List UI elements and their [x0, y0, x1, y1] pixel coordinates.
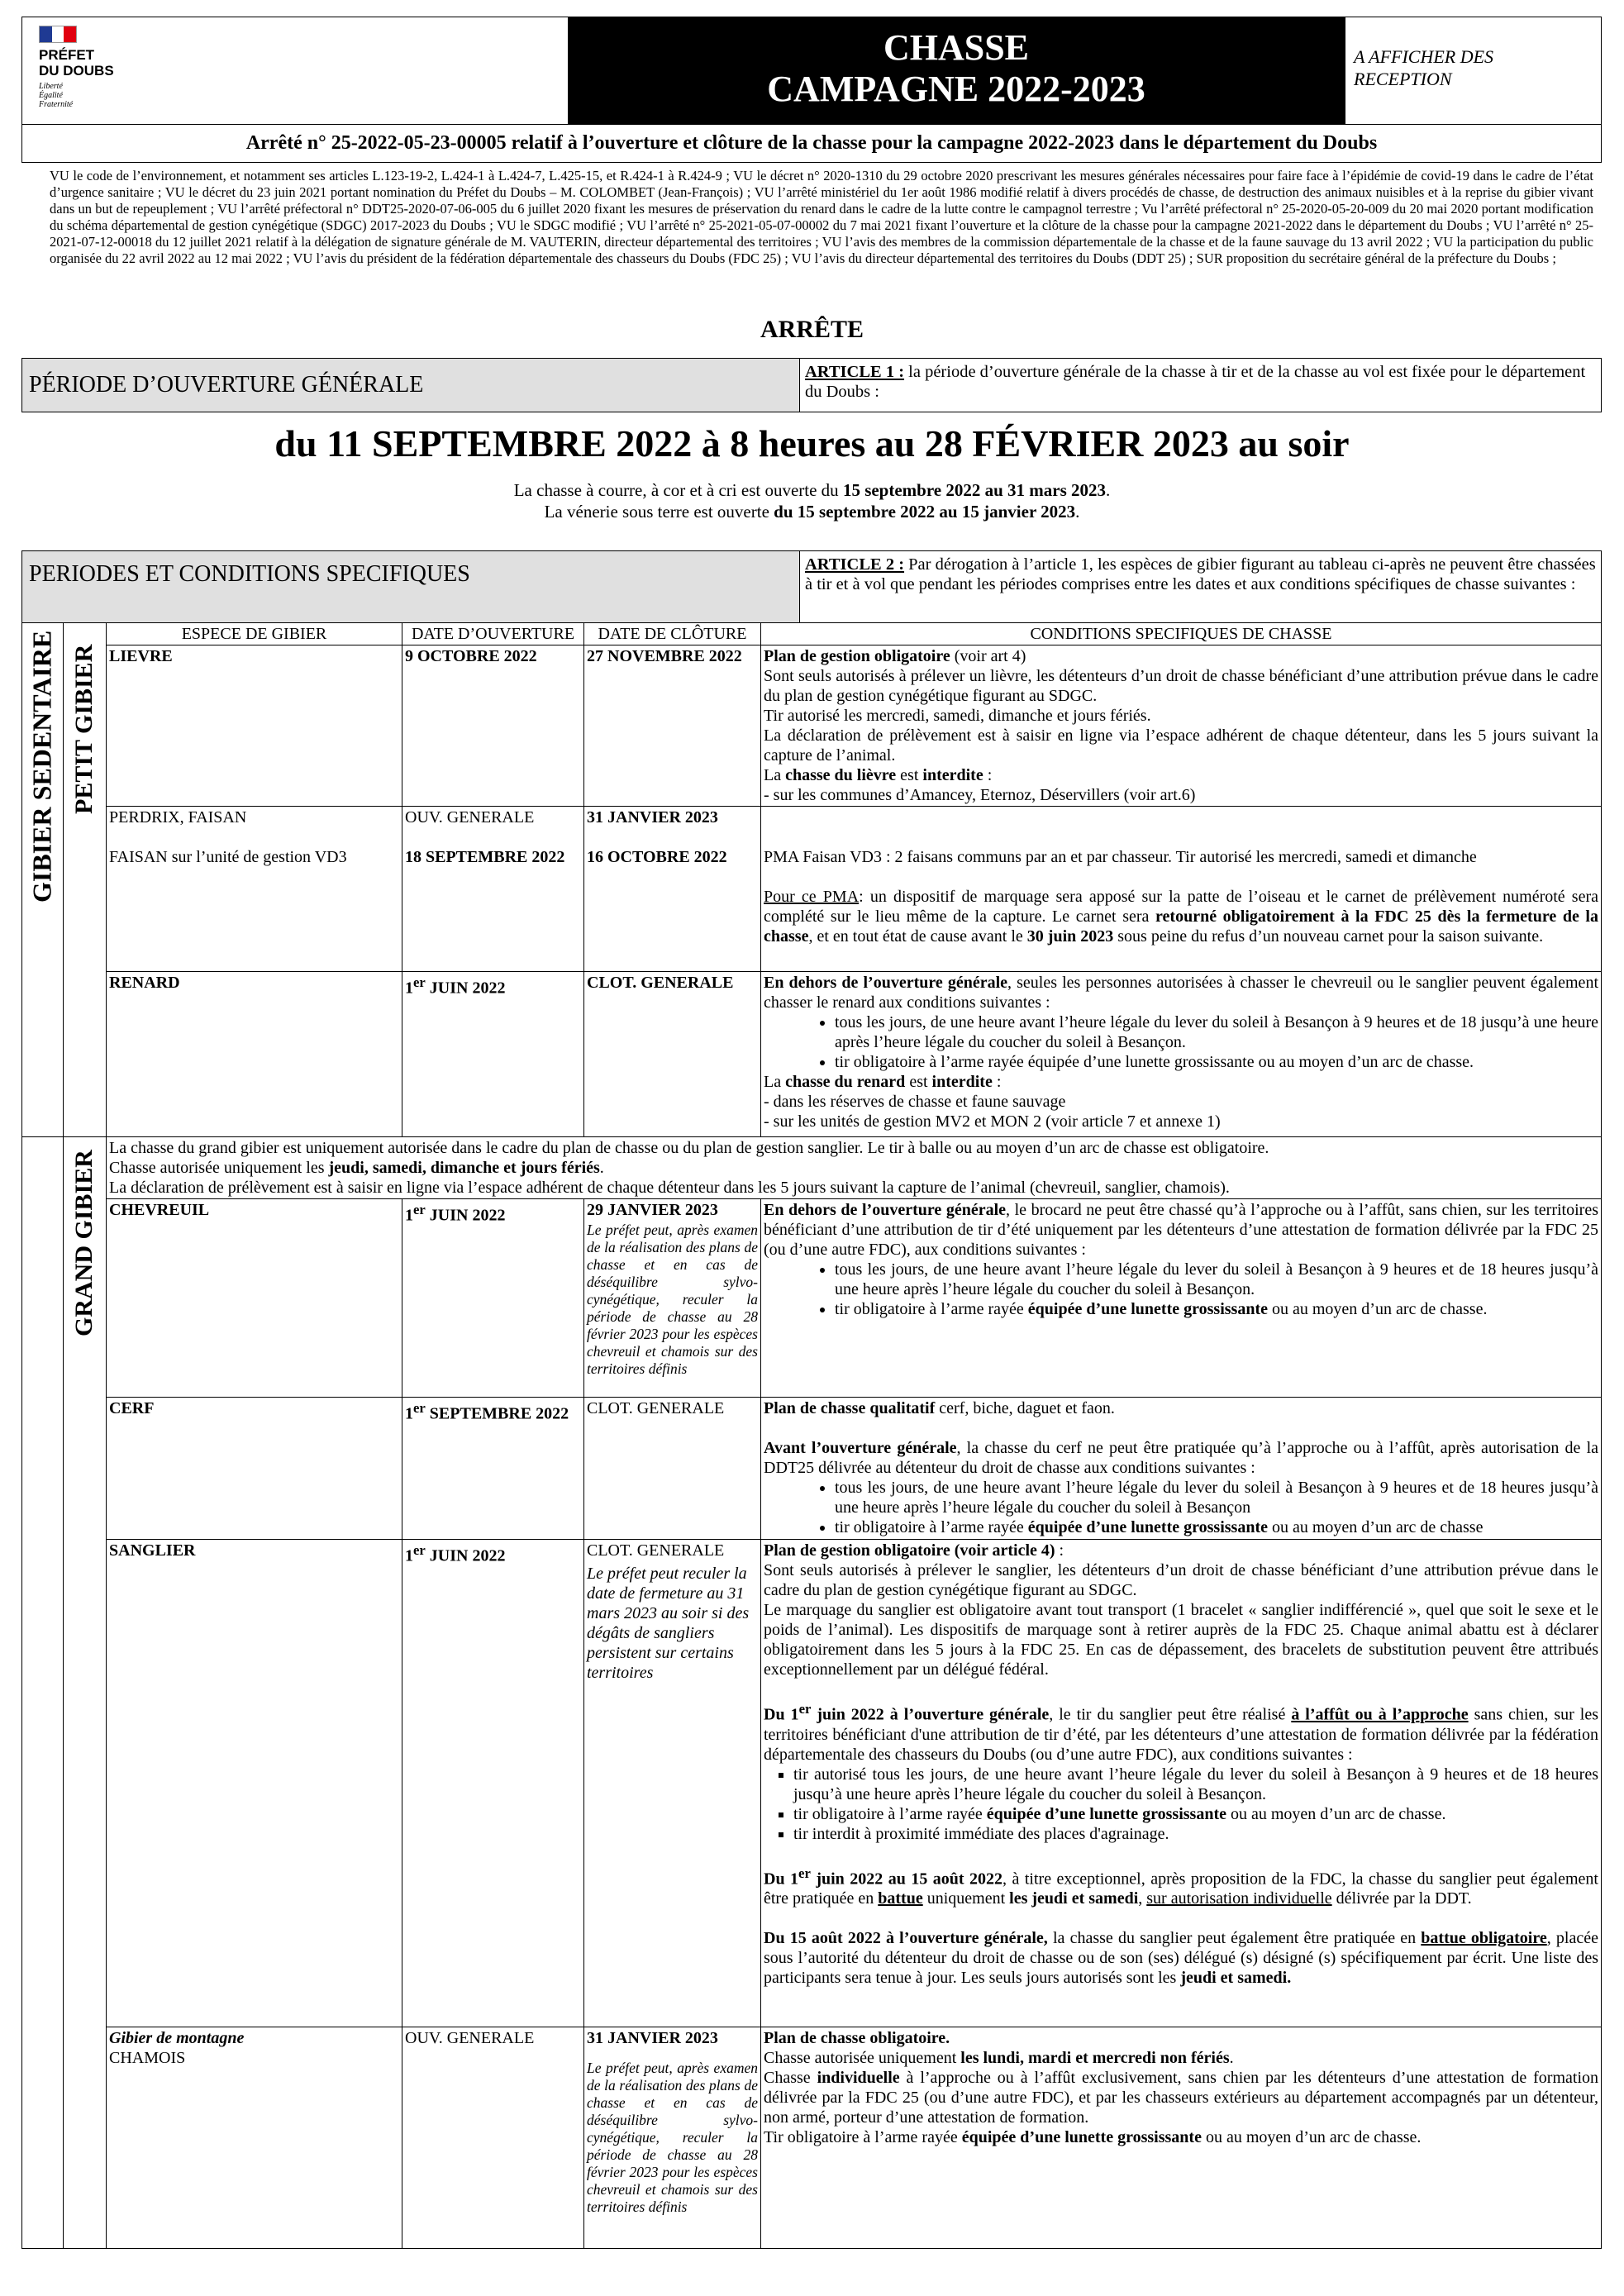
list-item: [835, 1517, 1598, 1537]
other-hunting-dates: [0, 479, 1624, 522]
intro-text: .: [599, 1159, 604, 1177]
cond-text: sans chien, sur les territoires bénéficiant d'une attribution de tir d’été, par les détenteurs d’une attestation de formation délivrée par la fédération départementale des chasseurs du Doubs (ou d’une autre FDC), aux conditions suivantes :: [764, 1705, 1598, 1764]
list-item: ▪ tir autorisé tous les jours, de une heure avant l’heure légale du lever du soleil à Besançon à 9 heures et de 18 heures jusqu’à une heure après l’heure légale du coucher du soleil à Besançon.: [793, 1765, 1598, 1804]
gibier-sedentaire-label: GIBIER SEDENTAIRE: [26, 630, 57, 903]
grand-gibier-label: GRAND GIBIER: [70, 1150, 98, 1336]
open-date: [402, 807, 584, 972]
cond-text: : un dispositif de marquage sera apposé sur la patte de l’oiseau et le carnet de prélèvement numéroté sera complété sur le lieu même de la capture. Le carnet sera: [764, 888, 1599, 926]
cond-text: cerf, biche, daguet et faon.: [935, 1399, 1115, 1417]
section-periode-generale: [21, 358, 1602, 412]
cond-bold: retourné obligatoirement à la FDC 25 dès la fermeture de la chasse: [764, 907, 1598, 946]
afficher-line1: A AFFICHER DES: [1354, 46, 1494, 67]
prefet-note: Le préfet peut reculer la date de fermeture au 31 mars 2023 au soir si des dégâts de sangliers persistent sur certains territoires: [587, 1565, 750, 1682]
cond-bold: interdite: [931, 1073, 993, 1091]
cond-bold: Plan de gestion obligatoire (voir article 4): [764, 1541, 1055, 1560]
conditions-renard: [761, 972, 1602, 1137]
open-date: OUV. GENERALE: [402, 2027, 584, 2249]
motto-fraternite: Fraternité: [39, 100, 74, 109]
open-date: [402, 972, 584, 1137]
close-date-value: CLOT. GENERALE: [587, 1541, 725, 1560]
day-sup: er: [413, 1400, 426, 1416]
day-sup: er: [413, 974, 426, 990]
grand-gibier-intro: [107, 1137, 1602, 1199]
conditions-cerf: [761, 1398, 1602, 1540]
hunting-table: [21, 622, 1602, 2249]
prefet-note: Le préfet peut, après examen de la réalisation des plans de chasse et en cas de déséquilibre sylvo-cynégétique, reculer la période de chasse au 28 février 2023 pour les espèces chevreuil et chamois sur des territoires définis: [587, 1222, 758, 1377]
plan-ref: (voir art 4): [950, 647, 1026, 665]
header-conditions: CONDITIONS SPECIFIQUES DE CHASSE: [761, 623, 1602, 645]
arrete-title: Arrêté n° 25-2022-05-23-00005 relatif à l’ouverture et clôture de la chasse pour la campagne 2022-2023 dans le département du Doubs: [21, 125, 1602, 163]
close-date-2: 16 OCTOBRE 2022: [587, 848, 727, 866]
close-date: [584, 2027, 761, 2249]
cond-text: est: [905, 1073, 932, 1091]
cond-bold: jeudi et samedi.: [1180, 1969, 1292, 1988]
close-date: [584, 1540, 761, 2027]
intro-line: La déclaration de prélèvement est à saisir en ligne via l’espace adhérent de chaque détenteur dans les 5 jours suivant la capture de l’animal (chevreuil, sanglier, chamois).: [109, 1179, 1230, 1197]
cond-line: Sont seuls autorisés à prélever le sanglier, les détenteurs d’un droit de chasse bénéficiant d’une attribution prévue dans le cadre du plan de gestion cynégétique figurant au SDGC.: [764, 1561, 1598, 1599]
cond-text: , placée sous l’autorité du détenteur du droit de chasse ou de son (ses) délégué (s) désigné (s) spécifiquement par écrit. Une liste des participants sera tenue à jour. Les seuls jours autorisés sont les: [764, 1929, 1598, 1988]
list-item: [835, 1299, 1598, 1319]
conditions-chamois: [761, 2027, 1602, 2249]
list-item: • tous les jours, de une heure avant l’heure légale du lever du soleil à Besançon à 9 heures et de 18 jusqu’à une heure après l’heure légale du coucher du soleil à Besançon.: [835, 1012, 1598, 1052]
courre-pre: La chasse à courre, à cor et à cri est ouverte du: [513, 480, 843, 500]
cond-bold: équipée d’une lunette grossissante: [1027, 1518, 1268, 1536]
cond-bold: juin 2022 à l’ouverture générale: [811, 1705, 1050, 1724]
species-chevreuil: CHEVREUIL: [107, 1199, 402, 1398]
cond-bold: Du 1: [764, 1870, 799, 1889]
cond-text: , la chasse du cerf ne peut être pratiquée qu’à l’approche ou à l’affût, après autorisation de la DDT25 délivrée au détenteur du droit de chasse aux conditions suivantes :: [764, 1439, 1598, 1477]
day: 1: [405, 1206, 413, 1225]
section-label: PERIODES ET CONDITIONS SPECIFIQUES: [22, 551, 799, 622]
header: [21, 17, 1602, 125]
cond-text: :: [992, 1073, 1002, 1091]
day-sup: er: [413, 1202, 426, 1217]
month-year: SEPTEMBRE 2022: [425, 1404, 569, 1423]
day: 1: [405, 1546, 413, 1565]
cond-text: ou au moyen d’un arc de chasse: [1268, 1518, 1484, 1536]
table-row-perdrix: [22, 807, 1602, 972]
cond-underline: Pour ce PMA: [764, 888, 860, 906]
cond-bold: Du 1: [764, 1705, 799, 1724]
intro-text: Chasse autorisée uniquement les: [109, 1159, 329, 1177]
arrete-heading: ARRÊTE: [760, 316, 864, 343]
cond-line: Sont seuls autorisés à prélever un lièvre, les détenteurs d’un droit de chasse bénéficiant d’une attribution prévue dans le cadre du plan de gestion cynégétique figurant au SDGC.: [764, 667, 1598, 705]
cond-underline: sur autorisation individuelle: [1146, 1889, 1332, 1908]
cond-text: tir obligatoire à l’arme rayée: [793, 1804, 987, 1823]
venerie-line: [0, 501, 1624, 522]
list-item: ▪ tir interdit à proximité immédiate des places d'agrainage.: [793, 1824, 1598, 1844]
cond-bold: juin 2022 au 15 août 2022: [810, 1870, 1003, 1889]
article-2: [799, 551, 1601, 622]
cond-text: délivrée par la DDT.: [1331, 1889, 1472, 1908]
cond-line: PMA Faisan VD3 : 2 faisans communs par an et par chasseur. Tir autorisé les mercredi, samedi et dimanche: [764, 848, 1477, 866]
close-date-value: 31 JANVIER 2023: [587, 2029, 718, 2047]
cond-text: ou au moyen d’un arc de chasse.: [1201, 2128, 1422, 2146]
species-lievre: LIEVRE: [107, 645, 402, 807]
venerie-pre: La vénerie sous terre est ouverte: [544, 502, 774, 522]
venerie-post: .: [1075, 502, 1080, 522]
cond-text: ou au moyen d’un arc de chasse.: [1226, 1804, 1446, 1823]
french-flag-icon: [39, 26, 77, 43]
day-sup: er: [413, 1542, 426, 1558]
species-chamois: [107, 2027, 402, 2249]
cond-text: ou au moyen d’un arc de chasse.: [1268, 1300, 1488, 1318]
cond-sup: er: [798, 1701, 812, 1717]
month-year: JUIN 2022: [425, 979, 506, 998]
venerie-dates: du 15 septembre 2022 au 15 janvier 2023: [774, 502, 1076, 522]
open-date: [402, 1398, 584, 1540]
open-date-1: OUV. GENERALE: [405, 808, 535, 826]
table-row-chevreuil: [22, 1199, 1602, 1398]
title-line1: CHASSE: [883, 27, 1030, 68]
close-date: [584, 807, 761, 972]
afficher-note: [1345, 17, 1601, 124]
header-ouverture: DATE D’OUVERTURE: [402, 623, 584, 645]
intro-bold: jeudi, samedi, dimanche et jours fériés: [328, 1159, 600, 1177]
motto-liberte: Liberté: [39, 82, 63, 91]
general-opening-dates: du 11 SEPTEMBRE 2022 à 8 heures au 28 FÉVRIER 2023 au soir: [274, 422, 1350, 464]
cond-bold-underline: battue obligatoire: [1421, 1929, 1547, 1948]
cond-line: La déclaration de prélèvement est à saisir en ligne via l’espace adhérent de chaque détenteur, dans les 5 jours suivant la capture de l’animal.: [764, 726, 1598, 765]
article-text: la période d’ouverture générale de la chasse à tir et de la chasse au vol est fixée pour le département du Doubs :: [805, 363, 1586, 401]
open-date: 9 OCTOBRE 2022: [402, 645, 584, 807]
cond-text: La: [764, 1073, 786, 1091]
courre-line: [0, 479, 1624, 501]
cond-bold: Plan de chasse obligatoire.: [764, 2029, 950, 2047]
col-sedentaire-bottom: [22, 1137, 64, 2249]
conditions-perdrix: [761, 807, 1602, 972]
intro-line: La chasse du grand gibier est uniquement autorisée dans le cadre du plan de chasse ou du plan de gestion sanglier. Le tir à balle ou au moyen d’un arc de chasse est obligatoire.: [109, 1139, 1269, 1157]
cond-text: , seules les personnes autorisées à chasser le chevreuil ou le sanglier peuvent également chasser le renard aux conditions suivantes :: [764, 974, 1598, 1012]
header-espece: ESPECE DE GIBIER: [107, 623, 402, 645]
vu-paragraph: VU le code de l’environnement, et notamment ses articles L.123-19-2, L.424-1 à L.424-7, L.425-15, et R.424-1 à R.424-9 ; VU le décret n° 2020-1310 du 29 octobre 2020 prescrivant les mesures générales nécessaires pour faire face à l’épidémie de covid-19 dans le cadre de l’état d’urgence sanitaire ; VU le décret du 23 juin 2021 portant nomination du Préfet du Doubs – M. COLOMBET (Jean-François) ; VU l’arrêté ministériel du 1er août 1986 modifié relatif à divers procédés de chasse, de destruction des animaux nuisibles et à la reprise du gibier vivant dans un but de repeuplement ; VU l’arrêté préfectoral n° DDT25-2020-07-06-005 du 6 juillet 2020 fixant les mesures de préservation du renard dans le cadre de la lutte contre le campagnol terrestre ; Vu l’arrêté préfectoral n° 25-2020-05-20-009 du 20 mai 2020 portant modification du schéma départemental de gestion cynégétique (SDGC) 2017-2023 du Doubs ; VU le SDGC modifié ; VU l’arrêté n° 25-2021-05-07-00002 du 7 mai 2021 fixant l’ouverture et la clôture de la chasse pour la campagne 2021-2022 dans le département du Doubs ; VU l’arrêté n° 25-2021-07-12-00018 du 12 juillet 2021 relatif à la délégation de signature générale de M. VAUTERIN, directeur départemental des territoires ; VU l’avis des membres de la commission départementale de la chasse et de la faune sauvage du 13 avril 2022 ; VU la participation du public organisée du 22 avril 2022 au 12 mai 2022 ; VU l’avis du président de la fédération départementale des chasseurs du Doubs (FDC 25) ; VU l’avis du directeur départemental des territoires du Doubs (DDT 25) ; SUR proposition du secrétaire général de la préfecture du Doubs ;: [50, 168, 1593, 266]
close-date: 27 NOVEMBRE 2022: [584, 645, 761, 807]
conditions-lievre: [761, 645, 1602, 807]
cond-bold: Du 15 août 2022 à l’ouverture générale,: [764, 1929, 1048, 1948]
list-item: • tir obligatoire à l’arme rayée équipée d’une lunette grossissante ou au moyen d’un arc de chasse.: [835, 1052, 1598, 1072]
close-date: [584, 1199, 761, 1398]
close-date: CLOT. GENERALE: [584, 1398, 761, 1540]
prefet-logo: [22, 17, 568, 124]
month-year: JUIN 2022: [425, 1546, 506, 1565]
cond-text: la chasse du sanglier peut également être pratiquée en: [1047, 1929, 1422, 1948]
cond-bold: individuelle: [817, 2069, 900, 2087]
list-item: • tous les jours, de une heure avant l’heure légale du lever du soleil à Besançon à 9 heures et de 18 heures jusqu’à une heure après l’heure légale du coucher du soleil à Besançon.: [835, 1260, 1598, 1299]
close-date: CLOT. GENERALE: [584, 972, 761, 1137]
cond-bold: En dehors de l’ouverture générale: [764, 974, 1008, 992]
courre-dates: 15 septembre 2022 au 31 mars 2023: [842, 480, 1107, 500]
day: 1: [405, 1404, 413, 1423]
close-date-value: 29 JANVIER 2023: [587, 1201, 718, 1219]
table-row-sanglier: [22, 1540, 1602, 2027]
open-date-2: 18 SEPTEMBRE 2022: [405, 848, 565, 866]
cond-bold: chasse du lièvre: [785, 766, 897, 784]
month-year: JUIN 2022: [425, 1206, 506, 1225]
table-header: [22, 623, 1602, 645]
cond-text: , le tir du sanglier peut être réalisé: [1049, 1705, 1292, 1724]
cond-text: , à titre exceptionnel, après proposition de la FDC, la chasse du sanglier peut également être pratiquée en: [764, 1870, 1598, 1908]
cond-text: La: [764, 766, 786, 784]
species-name-vd3: FAISAN sur l’unité de gestion VD3: [109, 848, 347, 866]
cond-line: - dans les réserves de chasse et faune sauvage: [764, 1093, 1066, 1111]
cond-bold: 30 juin 2023: [1026, 927, 1114, 946]
cond-bold: Plan de chasse qualitatif: [764, 1399, 936, 1417]
species-cerf: CERF: [107, 1398, 402, 1540]
cond-bold: interdite: [922, 766, 983, 784]
conditions-sanglier: [761, 1540, 1602, 2027]
cond-text: tir obligatoire à l’arme rayée: [835, 1300, 1028, 1318]
cond-bold: En dehors de l’ouverture générale: [764, 1201, 1007, 1219]
open-date: [402, 1199, 584, 1398]
conditions-chevreuil: [761, 1199, 1602, 1398]
cond-text: ,: [1138, 1889, 1147, 1908]
prefet-note: Le préfet peut, après examen de la réalisation des plans de chasse et en cas de déséquilibre sylvo-cynégétique, reculer la période de chasse au 28 février 2023 pour les espèces chevreuil et chamois sur des territoires définis: [587, 2060, 758, 2215]
cond-bold: Avant l’ouverture générale: [764, 1439, 957, 1457]
article-text: Par dérogation à l’article 1, les espèces de gibier figurant au tableau ci-après ne peuvent être chassées à tir et à vol que pendant les périodes comprises entre les dates et aux conditions spécifiques de chasse suivantes :: [805, 555, 1596, 593]
cond-text: tir obligatoire à l’arme rayée: [835, 1518, 1028, 1536]
header-cloture: DATE DE CLÔTURE: [584, 623, 761, 645]
cond-text: :: [1055, 1541, 1064, 1560]
cond-text: :: [983, 766, 993, 784]
logo-title: [39, 47, 114, 79]
logo-motto: [39, 82, 73, 109]
cond-bold-underline: à l’affût ou à l’approche: [1291, 1705, 1469, 1724]
cond-bold: équipée d’une lunette grossissante: [1027, 1300, 1268, 1318]
table-row-renard: [22, 972, 1602, 1137]
cond-text: à l’approche ou à l’affût exclusivement, sans chien par les détenteurs d’une attestation de formation délivrée par la FDC 25 (ou d’une autre FDC), et par les chasseurs extérieurs au département accompagnés par un détenteur, non armé, porteur d’une attestation de formation.: [764, 2069, 1599, 2127]
cond-text: Chasse: [764, 2069, 817, 2087]
document-title: [568, 17, 1345, 124]
section-label: PÉRIODE D’OUVERTURE GÉNÉRALE: [22, 359, 799, 412]
list-item: [793, 1804, 1598, 1824]
section-periodes-specifiques: [21, 550, 1602, 623]
species-name: CHAMOIS: [109, 2049, 186, 2067]
cond-text: uniquement: [922, 1889, 1010, 1908]
cond-line: - sur les communes d’Amancey, Eternoz, Déservillers (voir art.6): [764, 786, 1196, 804]
cond-bold: chasse du renard: [785, 1073, 906, 1091]
table-row-cerf: [22, 1398, 1602, 1540]
cond-text: Tir obligatoire à l’arme rayée: [764, 2128, 962, 2146]
cond-text: Chasse autorisée uniquement: [764, 2049, 961, 2067]
species-sanglier: SANGLIER: [107, 1540, 402, 2027]
plan-label: Plan de gestion obligatoire: [764, 647, 950, 665]
article-label: ARTICLE 1 :: [805, 363, 905, 381]
list-item: • tous les jours, de une heure avant l’heure légale du lever du soleil à Besançon à 9 heures et de 18 heures jusqu’à une heure après l’heure légale du coucher du soleil à Besançon: [835, 1478, 1598, 1517]
article-label: ARTICLE 2 :: [805, 555, 905, 574]
cond-line: Le marquage du sanglier est obligatoire avant tout transport (1 bracelet « sanglier indifférencié », quel que soit le sexe et le poids de l’animal). Les dispositifs de marquage sont à retirer auprès de la FDC 25. Chaque animal abattu est à déclarer obligatoirement dans les 5 jours à la FDC 25. En cas de dépassement, des bracelets de substitution peuvent être attribués exceptionnellement par un délégué fédéral.: [764, 1601, 1598, 1679]
logo-line2: DU DOUBS: [39, 63, 114, 79]
cond-text: .: [1229, 2049, 1234, 2067]
table-row-grand-intro: [22, 1137, 1602, 1199]
motto-egalite: Égalité: [39, 91, 63, 100]
cond-bold: les lundi, mardi et mercredi non fériés: [960, 2049, 1230, 2067]
cond-text: , et en tout état de cause avant le: [808, 927, 1027, 946]
cond-text: sous peine du refus d’un nouveau carnet pour la saison suivante.: [1113, 927, 1544, 946]
species-category: Gibier de montagne: [109, 2029, 245, 2047]
cond-line: - sur les unités de gestion MV2 et MON 2 (voir article 7 et annexe 1): [764, 1112, 1221, 1131]
petit-gibier-label: PETIT GIBIER: [70, 644, 98, 814]
cond-sup: er: [798, 1865, 811, 1881]
cond-bold-underline: battue: [878, 1889, 923, 1908]
species-name: PERDRIX, FAISAN: [109, 808, 247, 826]
species-renard: RENARD: [107, 972, 402, 1137]
cond-bold: équipée d’une lunette grossissante: [986, 1804, 1226, 1823]
cond-line: Tir autorisé les mercredi, samedi, dimanche et jours fériés.: [764, 707, 1151, 725]
table-row-chamois: [22, 2027, 1602, 2249]
open-date: [402, 1540, 584, 2027]
cond-bold: les jeudi et samedi: [1009, 1889, 1139, 1908]
afficher-line2: RECEPTION: [1354, 69, 1452, 89]
title-line2: CAMPAGNE 2022-2023: [767, 69, 1145, 109]
table-row-lievre: [22, 645, 1602, 807]
day: 1: [405, 979, 413, 998]
cond-text: , le brocard ne peut être chassé qu’à l’approche ou à l’affût, sans chien, sur les territoires bénéficiant d’une attribution de tir d’été uniquement par les détenteurs d’une attestation de formation délivrée par la FDC 25 (ou d’une autre FDC), aux conditions suivantes :: [764, 1201, 1598, 1259]
cond-text: est: [896, 766, 923, 784]
close-date-1: 31 JANVIER 2023: [587, 808, 718, 826]
species-perdrix: [107, 807, 402, 972]
courre-post: .: [1106, 480, 1111, 500]
article-1: [799, 359, 1601, 412]
cond-bold: équipée d’une lunette grossissante: [961, 2128, 1202, 2146]
logo-line1: PRÉFET: [39, 47, 95, 63]
